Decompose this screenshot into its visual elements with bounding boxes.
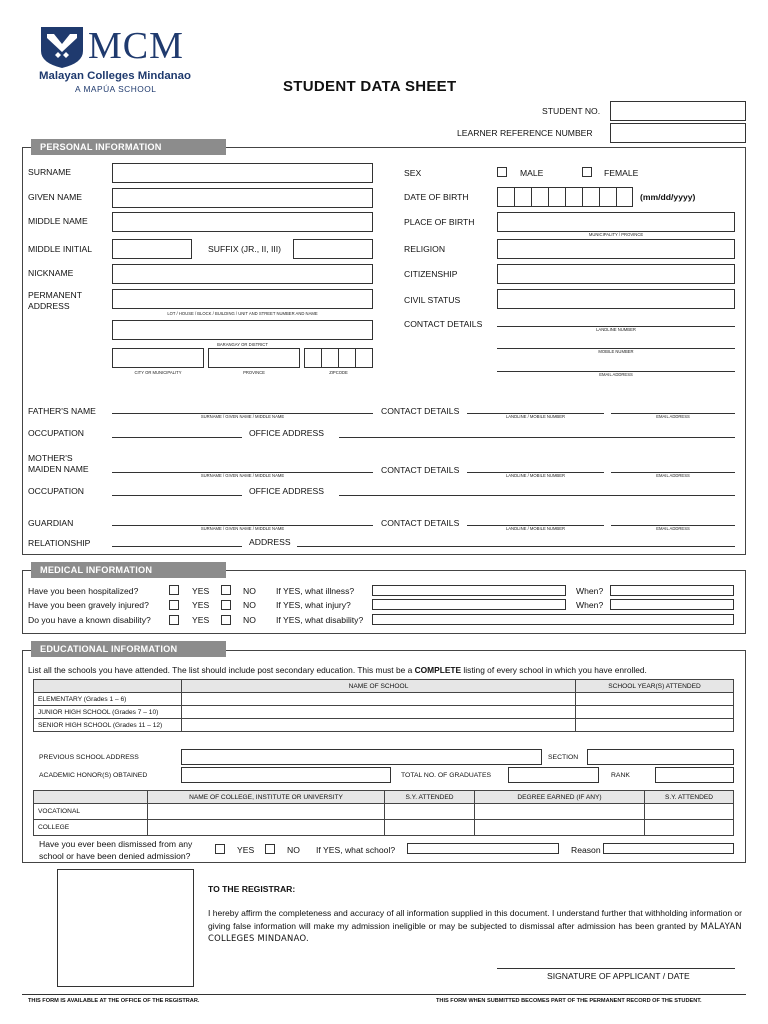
address-barangay-field[interactable] [112,320,373,340]
pob-label: PLACE OF BIRTH [404,217,475,227]
given-name-field[interactable] [112,188,373,208]
suffix-field[interactable] [293,239,373,259]
illness-field[interactable] [372,585,566,596]
col-degree: DEGREE EARNED (IF ANY) [475,791,645,804]
school-abbr: MCM [88,25,184,67]
dob-dividers [497,187,633,207]
fathers-occupation-line[interactable] [112,437,242,438]
col-sy-attended-2: S.Y. ATTENDED [645,791,734,804]
q-hospitalized: Have you been hospitalized? [28,586,139,596]
table-row[interactable] [34,820,734,836]
injury-field[interactable] [372,599,566,610]
hospitalized-yes-checkbox[interactable] [169,585,179,595]
student-no-label: STUDENT NO. [542,106,601,116]
student-no-field[interactable] [610,101,746,121]
given-name-label: GIVEN NAME [28,192,82,202]
mothers-office-label: OFFICE ADDRESS [249,486,324,496]
pob-field[interactable] [497,212,735,232]
dismissed-yes-checkbox[interactable] [215,844,225,854]
school-name: Malayan Colleges Mindanao [39,70,191,82]
illness-label: If YES, what illness? [276,586,355,596]
nickname-field[interactable] [112,264,373,284]
mothers-label: MOTHER'S [28,453,73,463]
province-hint: PROVINCE [243,370,265,375]
signature-line[interactable] [497,968,735,969]
zip-hint: ZIPCODE [329,370,348,375]
personal-info-header: PERSONAL INFORMATION [31,139,226,155]
signature-label: SIGNATURE OF APPLICANT / DATE [547,971,690,981]
mothers-phone-hint: LANDLINE / MOBILE NUMBER [505,473,566,478]
reason-label: Reason [571,845,601,855]
guardian-address-line[interactable] [297,546,735,547]
lrn-label: LEARNER REFERENCE NUMBER [457,128,593,138]
injured-no-checkbox[interactable] [221,600,231,610]
footer-right: THIS FORM WHEN SUBMITTED BECOMES PART OF THE PERMANENT RECORD OF THE STUDENT. [436,998,702,1004]
dismissed-question-b: school or have been denied admission? [39,851,191,861]
section-label: SECTION [548,754,579,761]
address-street-field[interactable] [112,289,373,309]
q-disability: Do you have a known disability? [28,615,151,625]
honors-field[interactable] [181,767,391,783]
hospitalized-no-checkbox[interactable] [221,585,231,595]
dob-format: (mm/dd/yyyy) [640,192,696,202]
disability-label: If YES, what disability? [276,615,364,625]
dob-label: DATE OF BIRTH [404,192,469,202]
citizenship-field[interactable] [497,264,735,284]
injury-when-field[interactable] [610,599,734,610]
footer-left: THIS FORM IS AVAILABLE AT THE OFFICE OF THE REGISTRAR. [28,998,200,1004]
table-row[interactable] [34,706,734,719]
honors-label: ACADEMIC HONOR(S) OBTAINED [39,772,148,779]
pob-hint: MUNICIPALITY / PROVINCE [588,232,644,237]
education-intro: List all the schools you have attended. The list should include post secondary education. This must be a COMPLETE listing of every school in which you have enrolled. [28,665,647,675]
mothers-email-hint: EMAIL ADDRESS [656,473,690,478]
civil-status-field[interactable] [497,289,735,309]
landline-hint: LANDLINE NUMBER [596,327,636,332]
fathers-name-label: FATHER'S NAME [28,406,96,416]
mothers-contact-label: CONTACT DETAILS [381,465,460,475]
fathers-office-line[interactable] [339,437,735,438]
fathers-phone-hint: LANDLINE / MOBILE NUMBER [505,414,566,419]
mothers-name-hint: SURNAME / GIVEN NAME / MIDDLE NAME [200,473,285,478]
injured-no-label: NO [243,600,256,610]
q-injured: Have you been gravely injured? [28,600,149,610]
footer-divider [22,994,746,995]
education-info-header: EDUCATIONAL INFORMATION [31,641,226,657]
surname-field[interactable] [112,163,373,183]
table-row[interactable] [34,804,734,820]
address-label: ADDRESS [28,301,70,311]
school-tagline: A MAPÚA SCHOOL [75,84,157,94]
col-college-name: NAME OF COLLEGE, INSTITUTE OR UNIVERSITY [148,791,385,804]
page-title: STUDENT DATA SHEET [283,78,457,95]
maiden-name-label: MAIDEN NAME [28,464,89,474]
barangay-hint: BARANGAY OR DISTRICT [217,342,268,347]
mobile-hint: MOBILE NUMBER [598,349,634,354]
rank-label: RANK [611,772,630,779]
rank-field[interactable] [655,767,734,783]
col-sy-attended: S.Y. ATTENDED [385,791,475,804]
relationship-line[interactable] [112,546,242,547]
guardian-name-hint: SURNAME / GIVEN NAME / MIDDLE NAME [200,526,285,531]
middle-initial-field[interactable] [112,239,192,259]
row-label: VOCATIONAL [34,804,148,820]
zip-dividers [304,348,373,368]
photo-box[interactable] [57,869,194,987]
reason-field[interactable] [603,843,734,854]
mothers-occupation-label: OCCUPATION [28,486,85,496]
injury-when-label: When? [576,600,604,610]
guardian-contact-label: CONTACT DETAILS [381,518,460,528]
prev-address-field[interactable] [181,749,542,765]
civil-status-label: CIVIL STATUS [404,295,461,305]
fathers-occupation-label: OCCUPATION [28,428,85,438]
address-province-field[interactable] [208,348,300,368]
injury-label: If YES, what injury? [276,600,351,610]
col-school-years: SCHOOL YEAR(S) ATTENDED [576,680,734,693]
male-checkbox[interactable] [497,167,507,177]
disability-yes-label: YES [192,615,210,625]
nickname-label: NICKNAME [28,268,74,278]
section-field[interactable] [587,749,734,765]
row-label: COLLEGE [34,820,148,836]
guardian-label: GUARDIAN [28,518,74,528]
row-label: ELEMENTARY (Grades 1 – 6) [34,693,182,706]
religion-field[interactable] [497,239,735,259]
lrn-field[interactable] [610,123,746,143]
guardian-address-label: ADDRESS [249,537,291,547]
registrar-statement: I hereby affirm the completeness and accuracy of all information supplied in this document. I understand further that withholding information or giving false information will make my admission ineligible or may be subjected to dismissal after admission has been granted by MALAYAN COLLEGES MINDANAO. [208,908,742,944]
fathers-name-hint: SURNAME / GIVEN NAME / MIDDLE NAME [200,414,285,419]
permanent-address-label: PERMANENT [28,290,82,300]
disability-no-label: NO [243,615,256,625]
hospitalized-no-label: NO [243,586,256,596]
address-city-field[interactable] [112,348,204,368]
lot-hint: LOT / HOUSE / BLOCK / BUILDING / UNIT AND STREET NUMBER AND NAME [167,311,318,316]
mothers-office-line[interactable] [339,495,735,496]
middle-name-label: MIDDLE NAME [28,216,88,226]
row-label: JUNIOR HIGH SCHOOL (Grades 7 – 10) [34,706,182,719]
disability-field[interactable] [372,614,734,625]
illness-when-label: When? [576,586,604,596]
suffix-label: SUFFIX (JR., II, III) [208,244,282,254]
dismissed-no-checkbox[interactable] [265,844,275,854]
religion-label: RELIGION [404,244,446,254]
disability-no-checkbox[interactable] [221,615,231,625]
guardian-email-hint: EMAIL ADDRESS [656,526,690,531]
city-hint: CITY OR MUNICIPALITY [134,370,182,375]
surname-label: SURNAME [28,167,71,177]
citizenship-label: CITIZENSHIP [404,269,458,279]
illness-when-field[interactable] [610,585,734,596]
col-school-name: NAME OF SCHOOL [182,680,576,693]
fathers-contact-label: CONTACT DETAILS [381,406,460,416]
female-checkbox[interactable] [582,167,592,177]
total-grads-field[interactable] [508,767,599,783]
disability-yes-checkbox[interactable] [169,615,179,625]
prev-address-label: PREVIOUS SCHOOL ADDRESS [39,754,139,761]
school-logo [39,25,199,97]
contact-details-label: CONTACT DETAILS [404,319,483,329]
relationship-label: RELATIONSHIP [28,538,91,548]
injured-yes-checkbox[interactable] [169,600,179,610]
schools-table [33,679,734,732]
college-table [33,790,734,836]
what-school-label: If YES, what school? [316,845,396,855]
guardian-phone-hint: LANDLINE / MOBILE NUMBER [505,526,566,531]
registrar-title: TO THE REGISTRAR: [208,884,296,894]
fathers-email-hint: EMAIL ADDRESS [656,414,690,419]
male-label: MALE [520,168,544,178]
total-grads-label: TOTAL NO. OF GRADUATES [401,772,492,779]
injured-yes-label: YES [192,600,210,610]
table-row[interactable] [34,693,734,706]
dismissed-yes-label: YES [237,845,255,855]
mothers-occupation-line[interactable] [112,495,242,496]
what-school-field[interactable] [407,843,559,854]
dismissed-question-a: Have you ever been dismissed from any [39,839,193,849]
female-label: FEMALE [604,168,639,178]
middle-initial-label: MIDDLE INITIAL [28,244,92,254]
hospitalized-yes-label: YES [192,586,210,596]
shield-icon [39,25,85,69]
middle-name-field[interactable] [112,212,373,232]
medical-info-header: MEDICAL INFORMATION [31,562,226,578]
dismissed-no-label: NO [287,845,300,855]
row-label: SENIOR HIGH SCHOOL (Grades 11 – 12) [34,719,182,732]
fathers-office-label: OFFICE ADDRESS [249,428,324,438]
sex-label: SEX [404,168,422,178]
email-hint: EMAIL ADDRESS [599,372,633,377]
table-row[interactable] [34,719,734,732]
